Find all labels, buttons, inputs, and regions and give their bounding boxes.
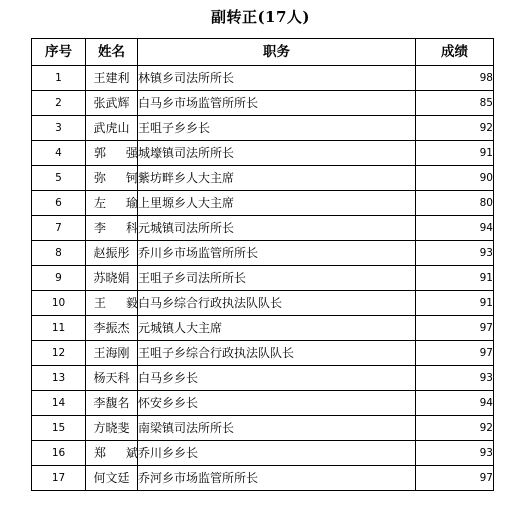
table-row	[32, 116, 494, 141]
table-row	[32, 241, 494, 266]
cell-name: 杨天科	[86, 366, 138, 391]
cell-name: 王建利	[86, 66, 138, 91]
cell-serial-number: 14	[32, 391, 86, 416]
header-position: 职务	[138, 39, 416, 66]
header-score: 成绩	[416, 39, 494, 66]
cell-name: 李 科	[86, 216, 138, 241]
table-row	[32, 66, 494, 91]
cell-position: 王咀子乡司法所所长	[138, 266, 416, 291]
table-row	[32, 341, 494, 366]
table-row	[32, 466, 494, 491]
table-row	[32, 441, 494, 466]
table-row	[32, 416, 494, 441]
cell-serial-number: 9	[32, 266, 86, 291]
cell-serial-number: 10	[32, 291, 86, 316]
cell-position: 乔川乡市场监管所所长	[138, 241, 416, 266]
cell-name: 郑 斌	[86, 441, 138, 466]
cell-score: 97	[416, 466, 494, 491]
cell-score: 97	[416, 341, 494, 366]
cell-position: 乔河乡市场监管所所长	[138, 466, 416, 491]
cell-name: 武虎山	[86, 116, 138, 141]
table-row	[32, 291, 494, 316]
cell-serial-number: 16	[32, 441, 86, 466]
cell-score: 94	[416, 391, 494, 416]
cell-score: 91	[416, 141, 494, 166]
cell-name: 王海刚	[86, 341, 138, 366]
cell-serial-number: 3	[32, 116, 86, 141]
cell-name: 弥 钶	[86, 166, 138, 191]
cell-name: 张武辉	[86, 91, 138, 116]
cell-serial-number: 6	[32, 191, 86, 216]
cell-serial-number: 13	[32, 366, 86, 391]
table-row	[32, 191, 494, 216]
cell-serial-number: 12	[32, 341, 86, 366]
cell-position: 南梁镇司法所所长	[138, 416, 416, 441]
table-header	[32, 39, 494, 66]
cell-serial-number: 7	[32, 216, 86, 241]
cell-score: 97	[416, 316, 494, 341]
cell-position: 元城镇司法所所长	[138, 216, 416, 241]
cell-name: 方晓斐	[86, 416, 138, 441]
cell-position: 林镇乡司法所所长	[138, 66, 416, 91]
cell-score: 85	[416, 91, 494, 116]
cell-name: 赵振彤	[86, 241, 138, 266]
cell-score: 93	[416, 366, 494, 391]
cell-name: 李振杰	[86, 316, 138, 341]
cell-serial-number: 15	[32, 416, 86, 441]
cell-score: 93	[416, 241, 494, 266]
header-row	[32, 39, 494, 66]
header-name: 姓名	[86, 39, 138, 66]
table-row	[32, 316, 494, 341]
cell-serial-number: 2	[32, 91, 86, 116]
page-title: 副转正(17人)	[210, 8, 311, 26]
table-row	[32, 266, 494, 291]
table-row	[32, 141, 494, 166]
cell-position: 白马乡综合行政执法队队长	[138, 291, 416, 316]
cell-serial-number: 8	[32, 241, 86, 266]
header-serial-number: 序号	[32, 39, 86, 66]
cell-score: 90	[416, 166, 494, 191]
table-row	[32, 91, 494, 116]
cell-position: 白马乡市场监管所所长	[138, 91, 416, 116]
cell-position: 怀安乡乡长	[138, 391, 416, 416]
cell-position: 王咀子乡乡长	[138, 116, 416, 141]
cell-score: 92	[416, 116, 494, 141]
table-row	[32, 366, 494, 391]
cell-serial-number: 5	[32, 166, 86, 191]
table-row	[32, 216, 494, 241]
table-row	[32, 166, 494, 191]
cell-score: 80	[416, 191, 494, 216]
cell-score: 94	[416, 216, 494, 241]
cell-position: 紫坊畔乡人大主席	[138, 166, 416, 191]
cell-serial-number: 1	[32, 66, 86, 91]
cell-name: 苏晓娟	[86, 266, 138, 291]
table-body	[32, 66, 494, 491]
cell-position: 白马乡乡长	[138, 366, 416, 391]
cell-score: 98	[416, 66, 494, 91]
table-row	[32, 391, 494, 416]
cell-name: 李馥名	[86, 391, 138, 416]
cell-score: 91	[416, 291, 494, 316]
cell-position: 元城镇人大主席	[138, 316, 416, 341]
cell-score: 93	[416, 441, 494, 466]
cell-name: 左 瑜	[86, 191, 138, 216]
cell-position: 王咀子乡综合行政执法队队长	[138, 341, 416, 366]
cell-serial-number: 4	[32, 141, 86, 166]
cell-name: 王 毅	[86, 291, 138, 316]
cell-position: 上里塬乡人大主席	[138, 191, 416, 216]
cell-name: 郭 强	[86, 141, 138, 166]
cell-serial-number: 11	[32, 316, 86, 341]
cell-position: 乔川乡乡长	[138, 441, 416, 466]
cell-name: 何文廷	[86, 466, 138, 491]
cell-position: 城壕镇司法所所长	[138, 141, 416, 166]
cell-score: 91	[416, 266, 494, 291]
roster-table	[31, 38, 494, 491]
cell-serial-number: 17	[32, 466, 86, 491]
cell-score: 92	[416, 416, 494, 441]
